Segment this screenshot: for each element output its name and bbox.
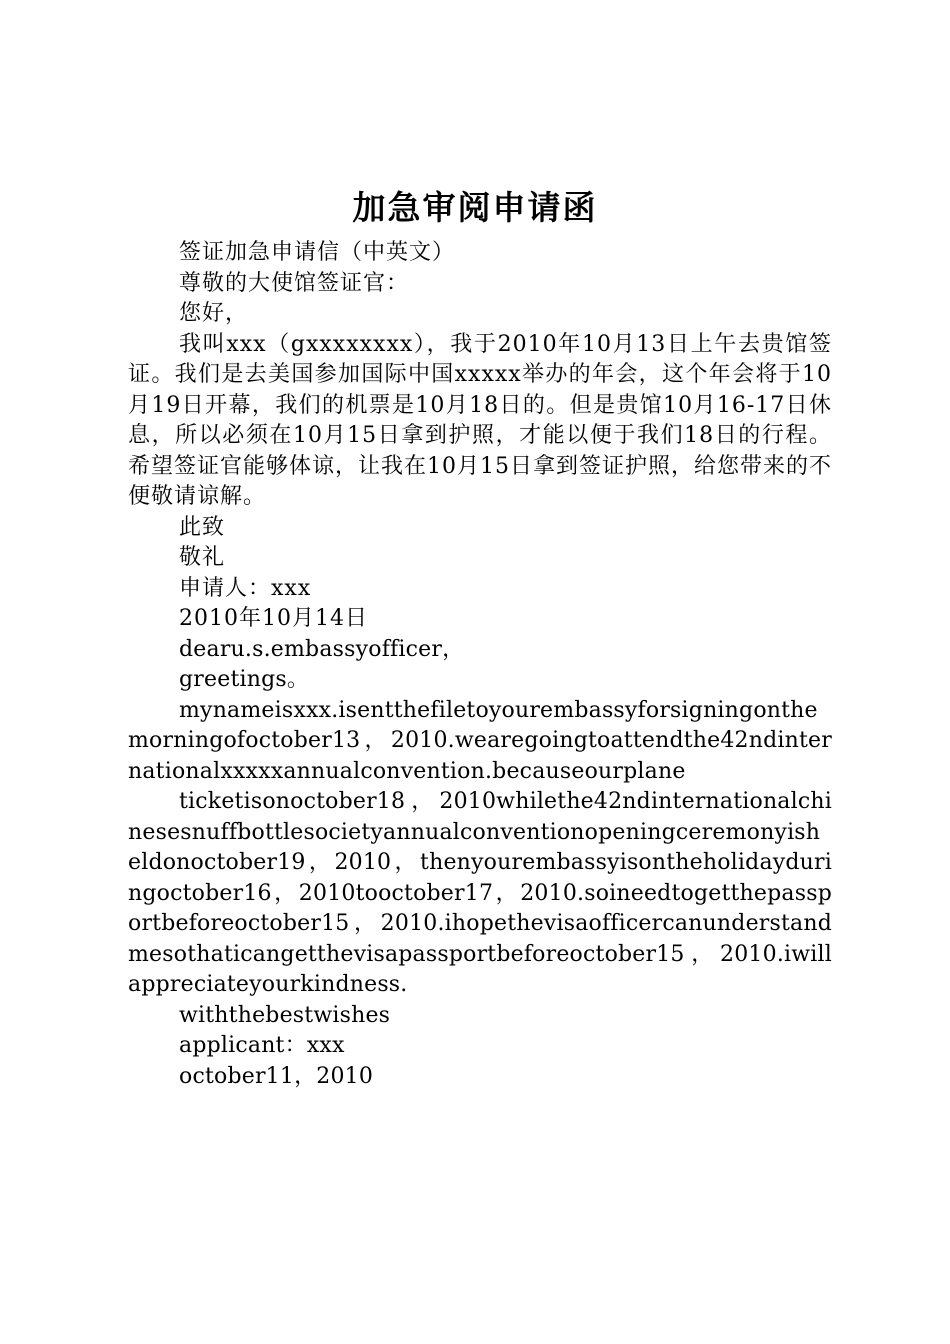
closing-salute: 敬礼 (179, 545, 226, 570)
english-salutation: dearu.s.embassyofficer， (179, 636, 465, 662)
english-greeting: greetings。 (179, 667, 310, 692)
english-date: october11，2010 (179, 1063, 374, 1089)
greeting: 您好， (179, 301, 249, 326)
body-paragraph-english-2: ticketisonoctober18，2010whilethe42ndinternationalchinesesnuffbottlesocietyannualconventionopeningceremonyisheldonoctober19，2010，thenyourembassyisontheholidayduringoctober16，2010tooctober17，2010.soineedtogetthepassportbeforeoctober15，2010.ihopethevisaofficercanunderstandmesothaticangetthevisapassportbeforeoctober15，2010.iwillappreciateyourkindness. (128, 789, 832, 997)
english-closing: withthebestwishes (179, 1002, 391, 1028)
salutation: 尊敬的大使馆签证官： (179, 270, 410, 296)
letter-subject: 签证加急申请信（中英文） (179, 240, 456, 265)
applicant-signature: 申请人：xxx (179, 575, 312, 601)
body-paragraph-chinese: 我叫xxx（gxxxxxxxx），我于2010年10月13日上午去贵馆签证。我们是去美国参加国际中国xxxxx举办的年会，这个年会将于10月19日开幕，我们的机票是10月18日的。但是贵馆10月16-17日休息，所以必须在10月15日拿到护照，才能以便于我们18日的行程。希望签证官能够体谅，让我在10月15日拿到签证护照，给您带来的不便敬请谅解。 (128, 331, 832, 509)
document-title: 加急审阅申请函 (352, 188, 598, 227)
document-body (128, 238, 832, 1092)
letter-date: 2010年10月14日 (179, 606, 368, 631)
body-paragraph-english-1: mynameisxxx.isentthefiletoyourembassyforsigningonthemorningofoctober13，2010.wearegoingtoattendthe42ndinternationalxxxxxannualconvention.becauseourplane (128, 697, 832, 784)
english-applicant: applicant：xxx (179, 1033, 345, 1058)
closing-line: 此致 (179, 514, 226, 540)
